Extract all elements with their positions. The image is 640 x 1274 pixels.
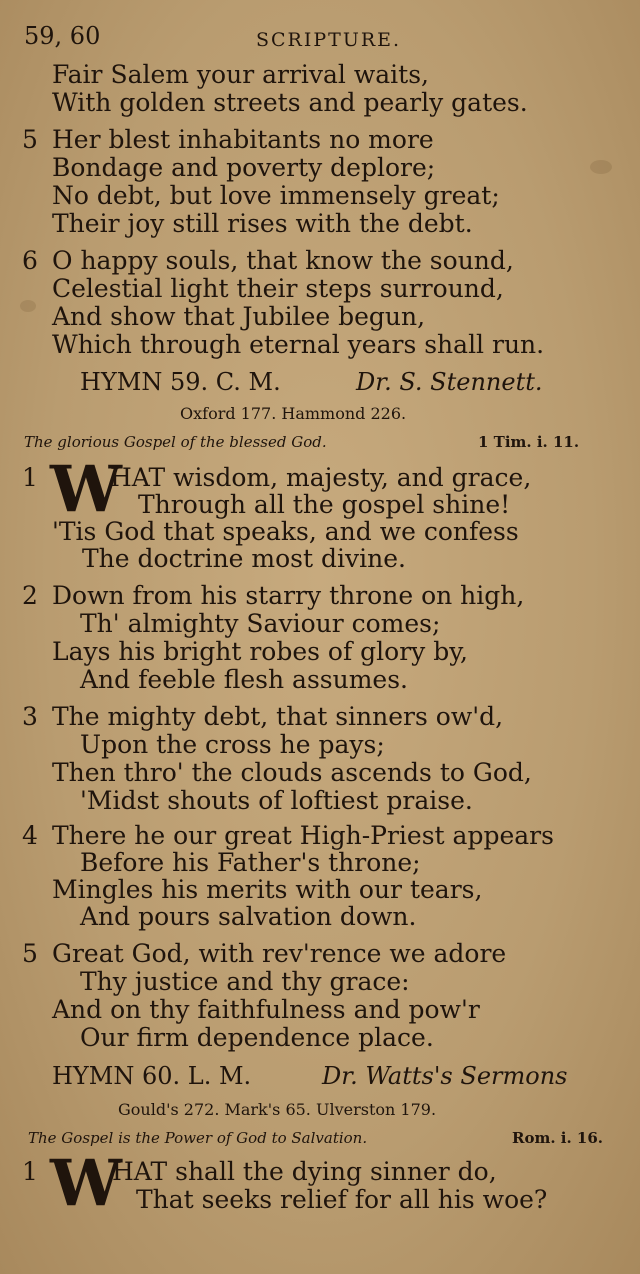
verse-line: And show that Jubilee begun, [52,302,426,331]
verse-line: Great God, with rev'rence we adore [52,939,507,968]
verse-line: O happy souls, that know the sound, [52,246,514,275]
verse-line: With golden streets and pearly gates. [52,88,528,117]
verse-line: Before his Father's throne; [80,848,421,877]
hymn-60-heading: HYMN 60. L. M. [52,1062,252,1090]
hymn-60-tunes: Gould's 272. Mark's 65. Ulverston 179. [118,1100,437,1119]
drop-cap: W [50,452,122,527]
hymn-59-author: Dr. S. Stennett. [356,368,543,396]
verse-line: Which through eternal years shall run. [52,330,545,359]
verse-line: 'Tis God that speaks, and we confess [52,517,519,546]
verse-line: No debt, but love immensely great; [52,181,500,210]
hymn-60-subject: The Gospel is the Power of God to Salvation. [28,1129,368,1147]
stanza-number: 5 [22,939,38,968]
page-stain [20,300,36,312]
hymn-59-reference: 1 Tim. i. 11. [478,433,580,451]
verse-line: Celestial light their steps surround, [52,274,504,303]
hymn-59-heading: HYMN 59. C. M. [80,368,281,396]
verse-line: 'Midst shouts of loftiest praise. [80,786,473,815]
verse-line: Our firm dependence place. [80,1023,434,1052]
verse-line: Fair Salem your arrival waits, [52,60,429,89]
stanza-number: 5 [22,125,38,154]
page-stain [590,160,612,174]
verse-line: HAT wisdom, majesty, and grace, [110,463,532,492]
verse-line: HAT shall the dying sinner do, [112,1157,497,1186]
verse-line: And on thy faithfulness and pow'r [52,995,480,1024]
stanza-number: 1 [22,463,38,492]
verse-line: That seeks relief for all his woe? [136,1185,548,1214]
stanza-number: 2 [22,581,38,610]
hymn-59-tunes: Oxford 177. Hammond 226. [180,404,407,423]
verse-line: Upon the cross he pays; [80,730,385,759]
stanza-number: 4 [22,821,38,850]
running-title: SCRIPTURE. [256,29,402,51]
stanza-number: 3 [22,702,38,731]
verse-line: There he our great High-Priest appears [52,821,554,850]
verse-line: Thy justice and thy grace: [80,967,410,996]
hymn-59-subject: The glorious Gospel of the blessed God. [24,433,327,451]
stanza-number: 6 [22,246,38,275]
verse-line: Through all the gospel shine! [138,490,511,519]
verse-line: Her blest inhabitants no more [52,125,434,154]
verse-line: And feeble flesh assumes. [80,665,408,694]
verse-line: Then thro' the clouds ascends to God, [52,758,532,787]
hymn-60-author: Dr. Watts's Sermons [322,1062,568,1090]
verse-line: Mingles his merits with our tears, [52,875,483,904]
stanza-number: 1 [22,1157,38,1186]
verse-line: The doctrine most divine. [82,544,406,573]
verse-line: Th' almighty Saviour comes; [80,609,441,638]
verse-line: And pours salvation down. [80,902,417,931]
drop-cap: W [50,1146,122,1221]
page-numbers: 59, 60 [24,22,101,50]
verse-line: Bondage and poverty deplore; [52,153,436,182]
verse-line: Down from his starry throne on high, [52,581,525,610]
verse-line: Their joy still rises with the debt. [52,209,473,238]
verse-line: Lays his bright robes of glory by, [52,637,468,666]
hymn-60-reference: Rom. i. 16. [512,1129,604,1147]
verse-line: The mighty debt, that sinners ow'd, [52,702,504,731]
